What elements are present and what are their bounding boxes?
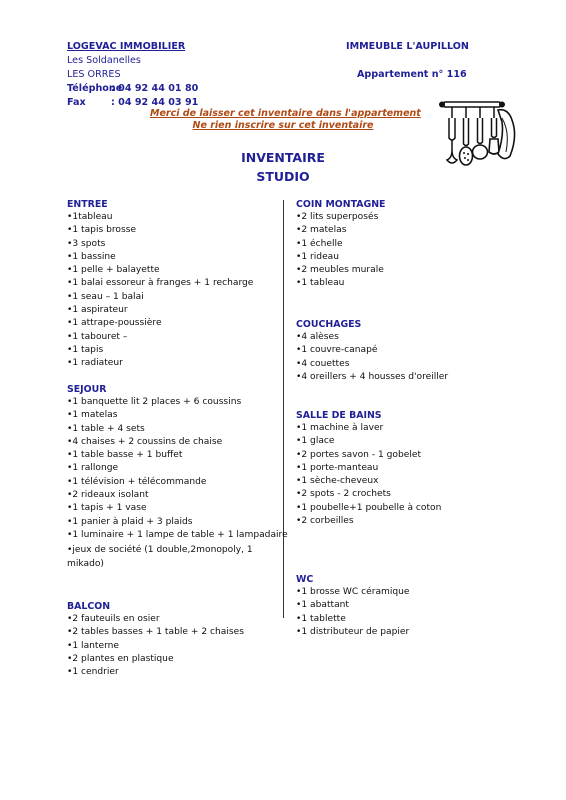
list-item: •2 spots - 2 crochets <box>296 489 391 500</box>
list-item: •1 porte-manteau <box>296 462 379 473</box>
list-item: •3 spots <box>67 238 106 249</box>
section-title: BALCON <box>67 601 111 612</box>
list-item: •1 rideau <box>296 251 340 262</box>
list-item: •1 aspirateur <box>67 305 128 316</box>
phone-number: : 04 92 44 01 80 <box>111 83 199 94</box>
list-item: •1 matelas <box>67 410 118 421</box>
page-title <box>183 148 383 186</box>
list-item: •1 machine à laver <box>296 423 384 433</box>
item-list <box>296 331 448 384</box>
list-item: •1 tapis + 1 vase <box>67 503 147 514</box>
list-item: •1 luminaire + 1 lampe de table + 1 lampadaire <box>67 529 288 540</box>
list-item: •1 attrape-poussière <box>67 318 162 329</box>
list-item: •1 cendrier <box>67 667 119 678</box>
notice <box>150 108 421 132</box>
town-name: LES ORRES <box>67 69 121 80</box>
section-title: COUCHAGES <box>296 319 362 330</box>
title-line-2: STUDIO <box>256 169 310 184</box>
list-item: •4 chaises + 2 coussins de chaise <box>67 436 223 447</box>
list-item: •2 plantes en plastique <box>67 653 174 664</box>
notice-line-1: Merci de laisser cet inventaire dans l'appartement <box>150 108 421 119</box>
kitchen-utensils-icon <box>438 96 524 172</box>
item-list <box>296 422 441 528</box>
list-item: •1 banquette lit 2 places + 6 coussins <box>67 397 242 407</box>
item-list <box>67 211 253 371</box>
section-couchages <box>296 318 448 384</box>
list-item: •4 oreillers + 4 housses d'oreiller <box>296 371 449 382</box>
list-item: •1 glace <box>296 436 335 447</box>
list-item: •1 table + 4 sets <box>67 423 145 434</box>
list-item: •1 couvre-canapé <box>296 345 378 356</box>
agency-name: LOGEVAC IMMOBILIER <box>67 41 186 52</box>
list-item: •1 table basse + 1 buffet <box>67 450 183 461</box>
fax-label: Fax <box>67 97 86 108</box>
notice-line-2: Ne rien inscrire sur cet inventaire <box>192 120 374 131</box>
item-list <box>296 586 410 639</box>
section-coin-montagne <box>296 198 385 291</box>
list-item: •1 distributeur de papier <box>296 626 410 637</box>
list-item: •1 télévision + télécommande <box>67 476 207 487</box>
fax-number: : 04 92 44 03 91 <box>111 97 199 108</box>
residence-name: Les Soldanelles <box>67 55 141 66</box>
item-list <box>296 211 385 291</box>
list-item: •1 balai essoreur à franges + 1 recharge <box>67 278 254 289</box>
list-item: •1 tabouret – <box>67 331 128 342</box>
list-item: •1tableau <box>67 212 113 222</box>
phone-label: Téléphone <box>67 83 123 94</box>
item-list <box>67 396 288 571</box>
phone-line <box>67 82 198 96</box>
list-item: •2 portes savon - 1 gobelet <box>296 449 422 460</box>
list-item: •1 lanterne <box>67 640 120 651</box>
list-item: •2 lits superposés <box>296 212 379 222</box>
agency-block <box>67 40 198 110</box>
list-item: •1 sèche-cheveux <box>296 476 379 487</box>
list-item: •1 panier à plaid + 3 plaids <box>67 516 193 527</box>
list-item: •1 échelle <box>296 238 343 249</box>
list-item: •1 tableau <box>296 278 345 289</box>
section-title: WC <box>296 574 314 585</box>
title-line-1: INVENTAIRE <box>241 150 325 165</box>
list-item: •2 matelas <box>296 225 347 236</box>
section-title: SALLE DE BAINS <box>296 410 382 421</box>
section-sejour <box>67 383 288 571</box>
list-item: •2 tables basses + 1 table + 2 chaises <box>67 627 244 638</box>
list-item: •4 couettes <box>296 358 350 369</box>
section-title: SEJOUR <box>67 384 107 395</box>
list-item: •4 alèses <box>296 332 339 342</box>
section-salle-de-bains <box>296 409 441 528</box>
section-entree <box>67 198 253 371</box>
section-balcon <box>67 600 244 679</box>
list-item: •1 tapis <box>67 344 104 355</box>
list-item: •2 corbeilles <box>296 516 354 527</box>
list-item: •1 pelle + balayette <box>67 265 160 276</box>
section-title: ENTREE <box>67 199 108 210</box>
list-item: •1 poubelle+1 poubelle à coton <box>296 502 442 513</box>
list-item: •2 fauteuils en osier <box>67 614 160 624</box>
section-title: COIN MONTAGNE <box>296 199 386 210</box>
list-item: •jeux de société (1 double,2monopoly, 1 mikado) <box>67 545 253 569</box>
list-item: •1 tapis brosse <box>67 225 137 236</box>
apartment-number: Appartement n° 116 <box>357 69 467 80</box>
list-item: •1 seau – 1 balai <box>67 291 144 302</box>
section-wc <box>296 573 410 639</box>
list-item: •2 meubles murale <box>296 265 384 276</box>
list-item: •1 tablette <box>296 613 346 624</box>
list-item: •1 radiateur <box>67 358 123 369</box>
list-item: •1 rallonge <box>67 463 119 474</box>
building-name: IMMEUBLE L'AUPILLON <box>346 41 469 52</box>
list-item: •1 abattant <box>296 600 349 611</box>
list-item: •1 brosse WC céramique <box>296 587 410 597</box>
list-item: •2 rideaux isolant <box>67 490 149 501</box>
list-item: •1 bassine <box>67 251 116 262</box>
item-list <box>67 613 244 679</box>
